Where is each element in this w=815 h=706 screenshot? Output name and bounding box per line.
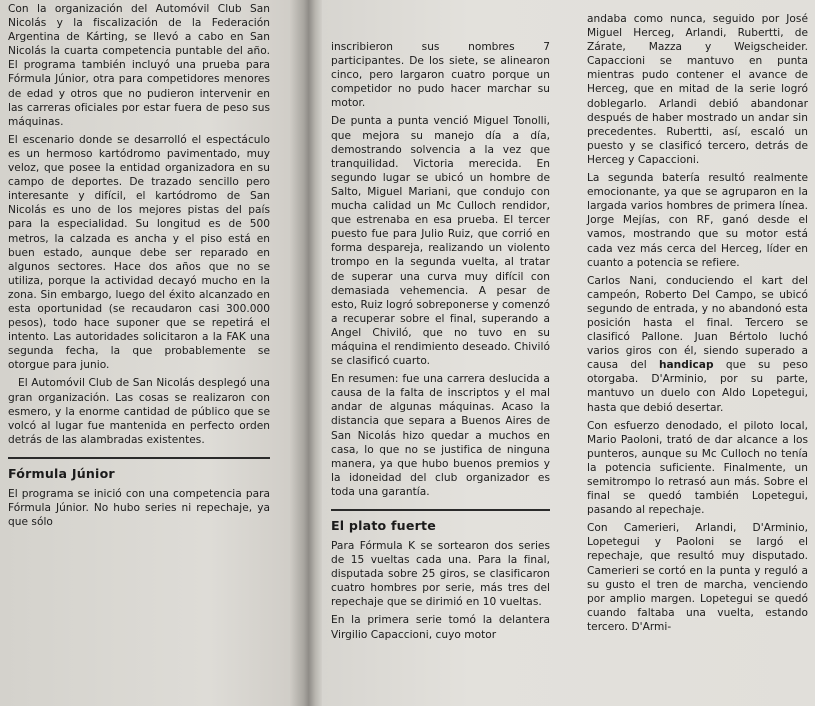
bold-term-handicap: handicap xyxy=(658,359,714,372)
section-divider xyxy=(8,457,270,459)
paragraph: El Automóvil Club de San Nicolás desplegó una gran organización. Las cosas se realizaron con esmero, y la enorme cantidad de público que se volcó al lugar fue mantenida en perfecto orden detrás de las alambradas existentes. xyxy=(8,377,270,446)
text-run: Carlos Nani, conduciendo el kart del campeón, Roberto Del Campo, se ubicó segundo de entrada, y no abandonó esta posición hasta el final. Tercero se clasificó Pallone. Juan Bértolo luchó varios giros con él, siendo superado a causa del xyxy=(587,274,808,372)
paragraph: La segunda batería resultó realmente emocionante, ya que se agruparon en la largada varios hombres de primera línea. Jorge Mejías, con RF, ganó desde el vamos, mostrando que su motor está cada vez más cerca del Herceg, líder en cuanto a potencia se refiere. xyxy=(587,172,808,269)
article-column-3 xyxy=(587,12,808,638)
paragraph: En resumen: fue una carrera deslucida a causa de la falta de inscriptos y el mal andar de algunas máquinas. Acaso la distancia que separa a Buenos Aires de San Nicolás hizo quedar a muchos en casa, lo que no se justifica de ninguna manera, ya que hubo buenos premios y la idoneidad del club organizador es toda una garantía. xyxy=(331,373,550,498)
paragraph: inscribieron sus nombres 7 participantes. De los siete, se alinearon cinco, pero largaron cuatro porque un competidor no pudo hacer marchar su motor. xyxy=(331,41,550,110)
article-column-1 xyxy=(8,2,270,533)
paragraph: Con la organización del Automóvil Club San Nicolás y la fiscalización de la Federación Argentina de Kárting, se llevó a cabo en San Nicolás la cuarta competencia puntable del año. El programa también incluyó una prueba para Fórmula Júnior, otra para competidores menores de edad y otros que no pudieron intervenir en las carreras oficiales por estar fuera de peso sus máquinas. xyxy=(8,3,270,128)
paragraph: andaba como nunca, seguido por José Miguel Herceg, Arlandi, Rubertti, de Zárate, Mazza y Weigscheider. Capaccioni se mantuvo en punta mientras pudo contener el avance de Herceg, que en mitad de la serie logró doblegarlo. Arlandi debió abandonar después de haber mostrado un andar sin precedentes. Rubertti, así, escaló un puesto y se clasificó tercero, detrás de Herceg y Capaccioni. xyxy=(587,13,808,166)
paragraph: De punta a punta venció Miguel Tonolli, que mejora su manejo día a día, demostrando solvencia a la vez que tranquilidad. Victoria merecida. En segundo lugar se ubicó un hombre de Salto, Miguel Mariani, que condujo con mucha calidad un Mc Culloch rendidor, que estrenaba en esa prueba. El tercer puesto fue para Julio Ruiz, que corrió en forma despareja, realizando un violento trompo en la segunda vuelta, al tratar de superar una curva muy difícil con demasiada vehemencia. A pesar de esto, Ruiz logró sobreponerse y comenzó a recuperar sobre el final, superando a Angel Chiviló, que no tuvo en su máquina el rendimiento deseado. Chiviló se clasificó cuarto. xyxy=(331,115,550,368)
section-heading-formula-junior: Fórmula Júnior xyxy=(8,465,115,481)
paragraph: Con Camerieri, Arlandi, D'Arminio, Lopetegui y Paoloni se largó el repechaje, que resultó muy disputado. Camerieri se cortó en la punta y reguló a su gusto el tren de marcha, venciendo por amplio margen. Lopetegui se quedó cuando faltaba una vuelta, estando tercero. D'Armi- xyxy=(587,522,808,633)
paragraph: Para Fórmula K se sortearon dos series de 15 vueltas cada una. Para la final, disputada sobre 25 giros, se clasificaron cuatro hombres por serie, más tres del repechaje que se dirimió en 10 vueltas. xyxy=(331,540,550,609)
article-column-2 xyxy=(331,40,550,646)
section-divider xyxy=(331,509,550,511)
text-run: que su peso otorgaba. D'Arminio, por su parte, mantuvo un duelo con Aldo Lopetegui, hasta que debió desertar. xyxy=(587,359,808,414)
paragraph: En la primera serie tomó la delantera Virgilio Capaccioni, cuyo motor xyxy=(331,614,550,641)
paragraph: El escenario donde se desarrolló el espectáculo es un hermoso kartódromo pavimentado, muy veloz, que posee la entidad organizadora en su campo de deportes. De trazado sencillo pero interesante y difícil, el kartódromo de San Nicolás es uno de los mejores pistas del país para la especialidad. Su longitud es de 500 metros, la calzada es ancha y el piso está en buen estado, aunque debe ser reparado en algunos sectores. Hace dos años que no se utiliza, porque la actividad decayó mucho en la zona. Sin embargo, luego del éxito alcanzado en esta oportunidad (se recaudaron casi 300.000 pesos), todo hace suponer que se repetirá el intento. Las autoridades solicitaron a la FAK una segunda fecha, la que probablemente se otorgue para junio. xyxy=(8,133,270,372)
paragraph xyxy=(587,274,808,415)
paragraph: Con esfuerzo denodado, el piloto local, Mario Paoloni, trató de dar alcance a los punteros, aunque su Mc Culloch no tenía la potencia suficiente. Finalmente, un semitrompo lo retrasó aun más. Sobre el final se quedó también Lopetegui, pasando al repechaje. xyxy=(587,419,808,517)
section-heading-el-plato-fuerte: El plato fuerte xyxy=(331,518,436,533)
paragraph: El programa se inició con una competencia para Fórmula Júnior. No hubo series ni repechaje, ya que sólo xyxy=(8,487,270,529)
book-gutter xyxy=(290,0,324,706)
